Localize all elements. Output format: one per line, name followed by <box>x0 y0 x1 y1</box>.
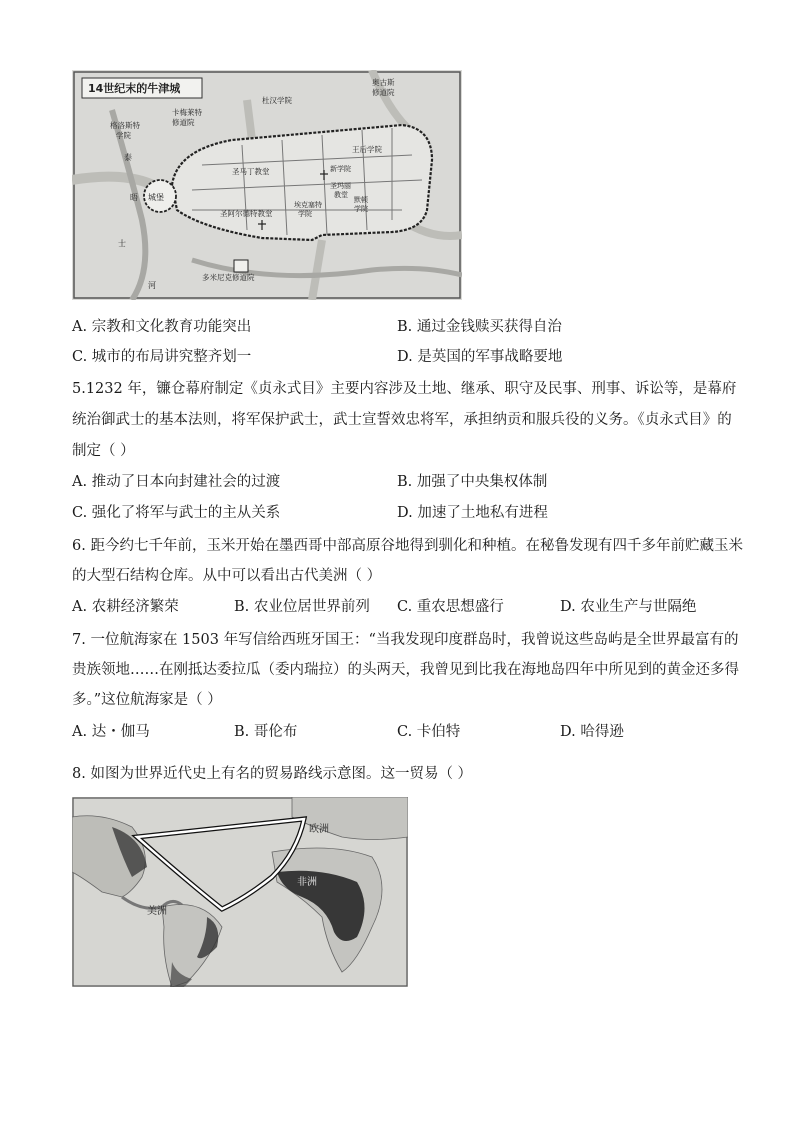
dominican-label: 多米尼克修道院 <box>202 273 255 282</box>
africa-label: 非洲 <box>297 877 317 888</box>
q7-stem-line2: 贵族领地……在刚抵达委拉瓜（委内瑞拉）的头两天，我曾见到比我在海地岛四年中所见到的黄金还多得 <box>72 662 739 678</box>
q7-option-a[interactable]: A. 达・伽马 <box>72 724 150 740</box>
river-char-4: 河 <box>148 281 156 290</box>
q6-stem-line1: 6. 距今约七千年前，玉米开始在墨西哥中部高原谷地得到驯化和种植。在秘鲁发现有四千多年前贮藏玉米 <box>72 538 743 554</box>
queens-label: 王后学院 <box>352 145 382 154</box>
svg-text:学院: 学院 <box>298 210 312 218</box>
aldate-label: 圣阿尔德特教堂 <box>220 209 273 218</box>
q6-option-d[interactable]: D. 农业生产与世隔绝 <box>560 599 697 615</box>
europe-label: 欧洲 <box>309 824 329 835</box>
castle-label: 城堡 <box>148 193 164 202</box>
svg-text:学院: 学院 <box>354 205 368 213</box>
trade-route-map <box>72 797 408 987</box>
q6-option-a[interactable]: A. 农耕经济繁荣 <box>72 599 179 615</box>
q7-option-d[interactable]: D. 哈得逊 <box>560 724 624 740</box>
q4-option-c[interactable]: C. 城市的布局讲究整齐划一 <box>72 349 252 365</box>
q4-option-d[interactable]: D. 是英国的军事战略要地 <box>397 349 563 365</box>
river-char-2: 晤 <box>130 193 138 202</box>
q4-option-b[interactable]: B. 通过金钱赎买获得自治 <box>397 319 562 335</box>
q5-option-a[interactable]: A. 推动了日本向封建社会的过渡 <box>72 474 281 490</box>
q5-option-b[interactable]: B. 加强了中央集权体制 <box>397 474 548 490</box>
svg-text:修道院: 修道院 <box>372 88 395 97</box>
svg-text:学院: 学院 <box>116 131 131 140</box>
q5-stem-line1: 5.1232 年，镰仓幕府制定《贞永式目》主要内容涉及土地、继承、职守及民事、刑事、诉讼等，是幕府 <box>72 381 737 397</box>
exeter-label: 埃克塞特 <box>294 201 322 209</box>
gloucester-label: 格洛斯特 <box>110 121 140 130</box>
q7-option-b[interactable]: B. 哥伦布 <box>234 724 298 740</box>
america-label: 美洲 <box>147 906 167 917</box>
q7-option-c[interactable]: C. 卡伯特 <box>397 724 461 740</box>
carmelite-label: 卡梅莱特 <box>172 108 202 117</box>
q6-option-b[interactable]: B. 农业位居世界前列 <box>234 599 370 615</box>
austin-label: 奥古斯 <box>372 78 395 87</box>
durham-label: 杜汉学院 <box>262 96 292 105</box>
st-mary-label: 圣玛丽 <box>330 182 351 190</box>
oxford-map-title: 14世纪末的牛津城 <box>88 82 181 95</box>
q5-option-c[interactable]: C. 强化了将军与武士的主从关系 <box>72 505 281 521</box>
q5-stem-line3: 制定（ ） <box>72 443 135 459</box>
q7-stem-line3: 多。”这位航海家是（ ） <box>72 692 222 708</box>
oxford-map <box>72 70 462 300</box>
river-char-1: 泰 <box>124 153 132 162</box>
merton-label: 默顿 <box>354 196 368 204</box>
college-hall-label: 新学院 <box>330 165 351 173</box>
q4-option-a[interactable]: A. 宗教和文化教育功能突出 <box>72 319 252 335</box>
q5-option-d[interactable]: D. 加速了土地私有进程 <box>397 505 548 521</box>
q6-stem-line2: 的大型石结构仓库。从中可以看出古代美洲（ ） <box>72 568 382 584</box>
svg-text:修道院: 修道院 <box>172 118 195 127</box>
q7-stem-line1: 7. 一位航海家在 1503 年写信给西班牙国王：“当我发现印度群岛时，我曾说这些岛屿是全世界最富有的 <box>72 632 739 648</box>
martin-label: 圣马丁教堂 <box>232 167 270 176</box>
river-char-3: 士 <box>118 239 126 248</box>
q8-stem-line1: 8. 如图为世界近代史上有名的贸易路线示意图。这一贸易（ ） <box>72 766 473 782</box>
q5-stem-line2: 统治御武士的基本法则，将军保护武士，武士宣誓效忠将军，承担纳贡和服兵役的义务。《贞永式目》的 <box>72 412 732 428</box>
dominican-building-icon <box>234 260 248 272</box>
svg-text:教堂: 教堂 <box>334 191 348 199</box>
q6-option-c[interactable]: C. 重农思想盛行 <box>397 599 504 615</box>
